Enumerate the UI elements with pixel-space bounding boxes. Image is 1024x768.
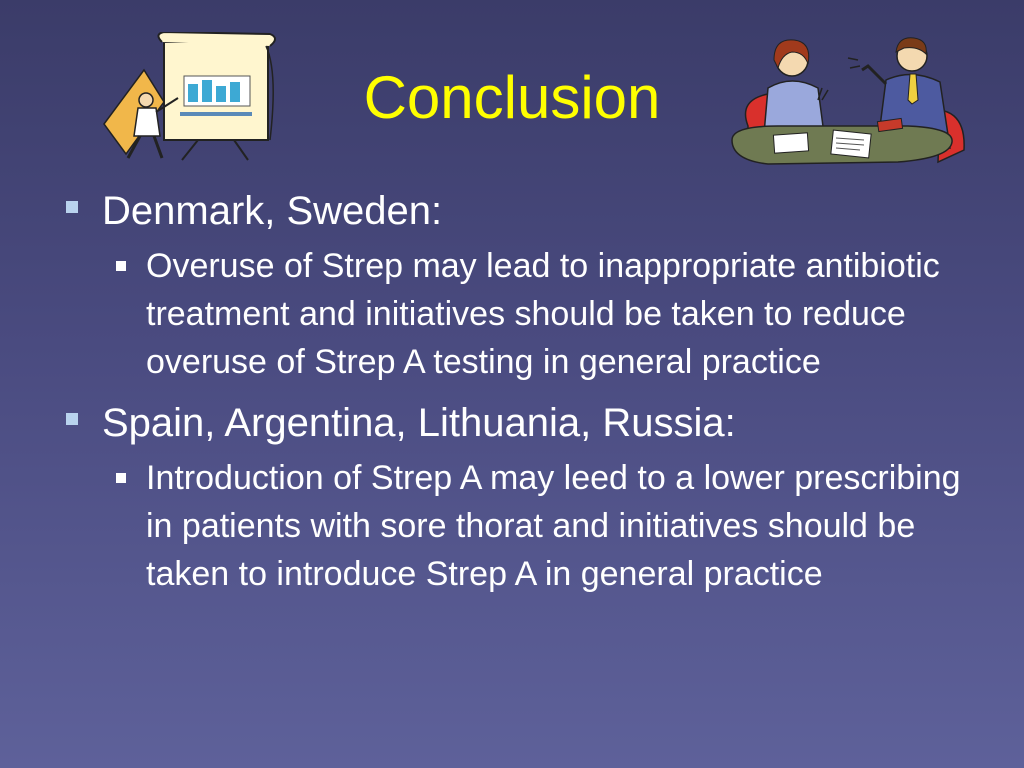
square-bullet-icon [66,413,78,425]
bullet-item [62,186,982,236]
bullet-text: Spain, Argentina, Lithuania, Russia: [102,401,736,445]
meeting-people-icon [728,30,972,170]
slide-title: Conclusion [363,64,661,131]
square-bullet-icon [116,473,126,483]
bullet-item [62,398,982,448]
square-bullet-icon [66,201,78,213]
square-bullet-icon [116,261,126,271]
bullet-text: Denmark, Sweden: [102,189,443,233]
sub-bullet-text: Overuse of Strep may lead to inappropriate antibiotic treatment and initiatives should be taken to reduce overuse of Strep A testing in general practice [146,247,940,381]
bullet-list [62,186,982,610]
sub-bullet-text: Introduction of Strep A may leed to a lower prescribing in patients with sore thorat and initiatives should be taken to introduce Strep A in general practice [146,459,961,593]
sub-bullet-item [146,454,966,598]
sub-bullet-item [146,242,966,386]
